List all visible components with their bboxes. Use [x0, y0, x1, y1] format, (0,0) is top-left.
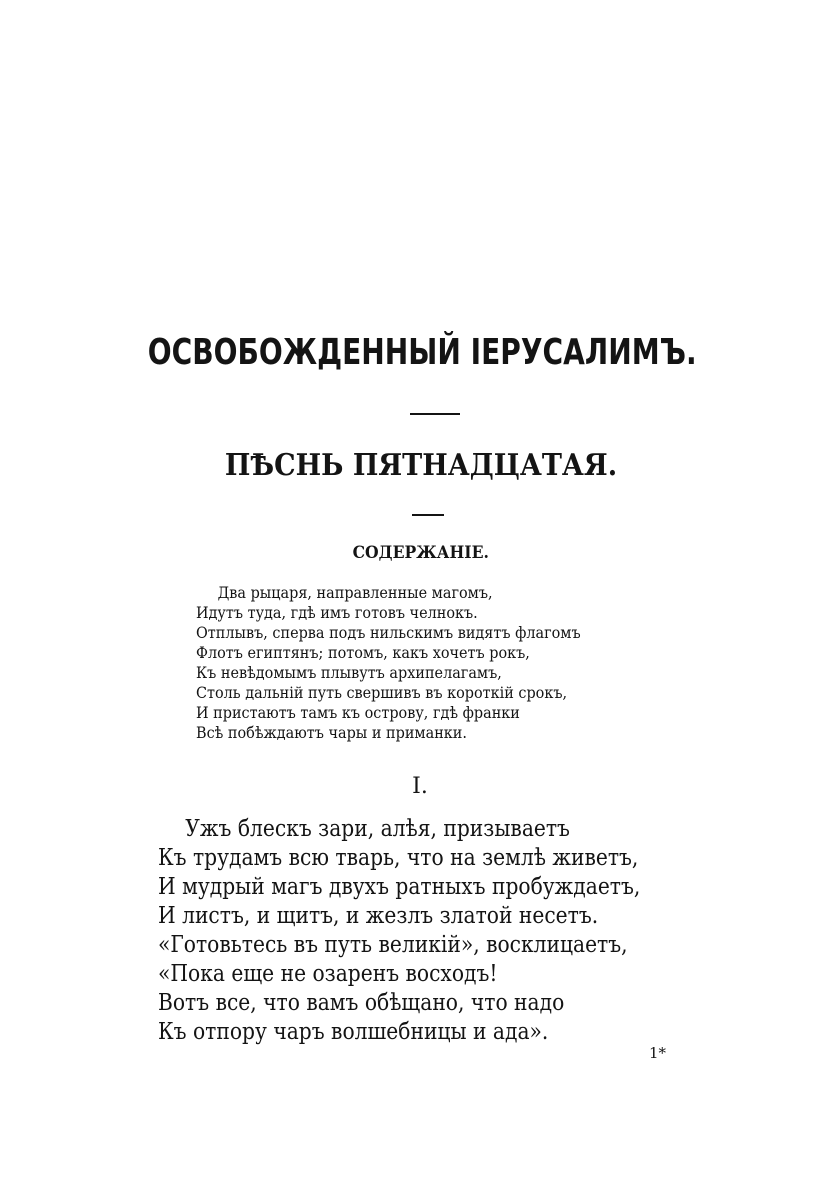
stanza-verse: [158, 815, 718, 1047]
stanza-number: I.: [412, 774, 428, 799]
stanza-line: И листъ, и щитъ, и жезлъ златой несетъ.: [158, 903, 599, 929]
song-divider: [412, 514, 444, 516]
argument-line: Столь дальній путь свершивъ въ короткій срокъ,: [196, 683, 568, 702]
argument-line: Всѣ побѣждаютъ чары и приманки.: [196, 723, 467, 742]
argument-verse: [196, 583, 666, 743]
argument-line: Къ невѣдомымъ плывутъ архипелагамъ,: [196, 663, 502, 682]
stanza-line: Къ трудамъ всю тварь, что на землѣ живетъ,: [158, 845, 639, 871]
stanza-line: Къ отпору чаръ волшебницы и ада».: [158, 1019, 549, 1045]
argument-line: Идутъ туда, гдѣ имъ готовъ челнокъ.: [196, 603, 478, 622]
argument-line: И пристаютъ тамъ къ острову, гдѣ франки: [196, 703, 520, 722]
contents-heading: СОДЕРЖАНІЕ.: [352, 543, 489, 563]
page-title: ОСВОБОЖДЕННЫЙ ІЕРУСАЛИМЪ.: [147, 332, 697, 373]
stanza-line: «Готовьтесь въ путь великій», восклицаетъ,: [158, 932, 628, 958]
stanza-line: «Пока еще не озаренъ восходъ!: [158, 961, 498, 987]
stanza-line: Ужъ блескъ зари, алѣя, призываетъ: [185, 816, 570, 842]
signature-mark: 1*: [649, 1044, 667, 1062]
argument-line: Отплывъ, сперва подъ нильскимъ видятъ флагомъ: [196, 623, 581, 642]
stanza-line: Вотъ все, что вамъ обѣщано, что надо: [158, 990, 565, 1016]
song-title: ПѢСНЬ ПЯТНАДЦАТАЯ.: [224, 448, 618, 483]
title-divider: [410, 413, 460, 415]
argument-line: Два рыцаря, направленные магомъ,: [217, 583, 493, 602]
stanza-line: И мудрый магъ двухъ ратныхъ пробуждаетъ,: [158, 874, 641, 900]
argument-line: Флотъ египтянъ; потомъ, какъ хочетъ рокъ,: [196, 643, 530, 662]
